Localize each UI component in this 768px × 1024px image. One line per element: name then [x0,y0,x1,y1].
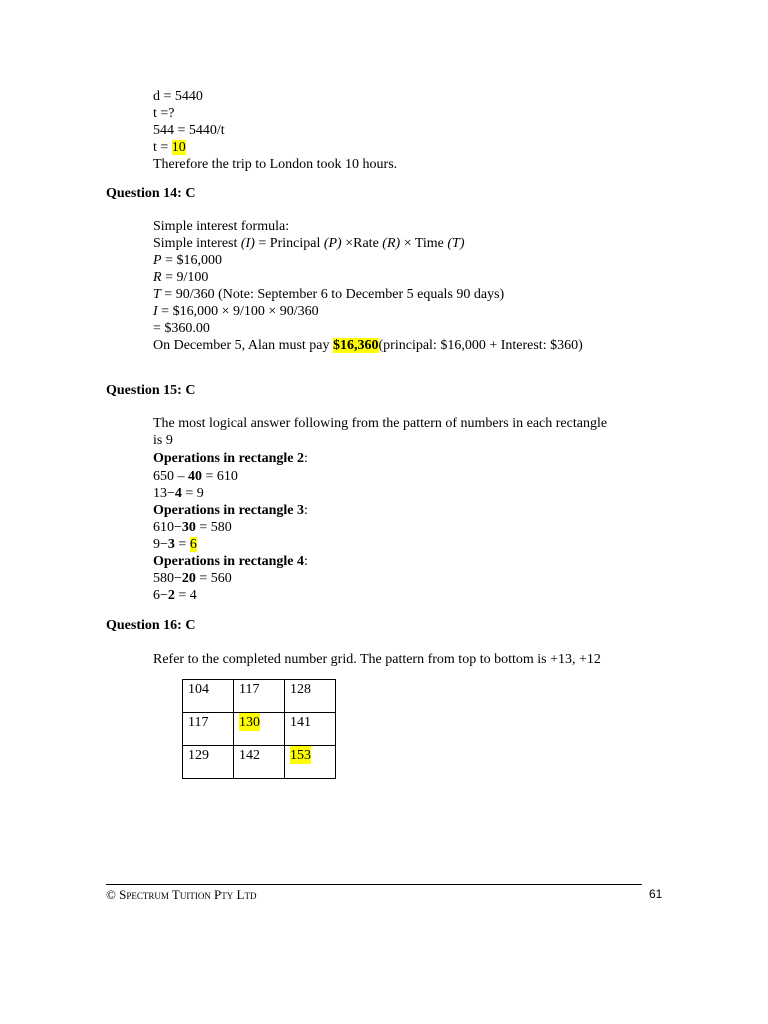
grid-row [183,680,336,713]
q14-formula-part: = Principal [254,236,324,251]
q15-op-part: = 4 [174,588,197,603]
q14-line-answer [153,337,583,354]
q14-value: = $16,000 × 9/100 × 90/360 [157,304,319,319]
grid-cell-highlighted-value: 130 [239,715,260,730]
q14-line-time [153,286,504,303]
q15-answer-highlight: 6 [189,537,197,552]
q15-op-bold: 40 [188,469,202,484]
q13-result-prefix: t = [153,140,172,155]
grid-cell-value: 128 [290,682,311,697]
grid-cell [183,713,234,746]
q15-op-part: = 580 [195,520,232,535]
q14-formula-var-t: (T) [447,236,465,251]
q15-colon: : [304,503,308,518]
page-number: 61 [649,887,663,901]
q14-value: = 9/100 [161,270,209,285]
q15-rect3-line1 [153,519,232,536]
q13-result-highlight: 10 [171,140,186,155]
q14-answer-suffix: (principal: $16,000 + Interest: $360) [378,338,583,353]
q14-value: = $16,000 [161,253,222,268]
q15-rect4-line1 [153,570,232,587]
q16-line-intro: Refer to the completed number grid. The pattern from top to bottom is +13, +12 [153,652,601,667]
q14-formula-var-i: (I) [240,236,255,251]
q14-var: P [153,253,162,268]
q14-formula-part: × Time [400,236,448,251]
grid-cell-value: 104 [188,682,209,697]
q15-op-part: 9− [153,537,168,552]
q14-var: T [153,287,161,302]
grid-cell [183,680,234,713]
q15-op-bold: 20 [181,571,196,586]
q13-line-time-unknown: t =? [153,106,175,121]
q13-line-equation: 544 = 5440/t [153,123,225,138]
q14-formula-part: ×Rate [341,236,383,251]
q15-op-part: = 9 [181,486,204,501]
grid-cell-value: 117 [188,715,209,730]
q15-line-intro: The most logical answer following from the pattern of numbers in each rectangle [153,416,608,431]
grid-row [183,746,336,779]
q15-op-bold: 30 [181,520,196,535]
q15-op-bold: 3 [167,537,175,552]
q15-rect3-heading-text: Operations in rectangle 3 [153,503,305,518]
grid-cell-value: 142 [239,748,260,763]
number-grid [182,679,336,779]
q14-line-interest-result: = $360.00 [153,321,210,336]
q15-colon: : [304,554,308,569]
q14-line-principal [153,252,222,269]
q15-rect4-heading-text: Operations in rectangle 4 [153,554,305,569]
grid-cell [285,680,336,713]
q14-answer-prefix: On December 5, Alan must pay [153,338,334,353]
grid-cell [234,680,285,713]
q15-rect2-heading-text: Operations in rectangle 2 [153,451,305,466]
q15-rect2-heading [153,450,308,467]
grid-cell-value: 129 [188,748,209,763]
q14-line-formula-title: Simple interest formula: [153,219,290,234]
grid-cell [234,746,285,779]
q15-op-part: = 560 [195,571,232,586]
q15-op-bold: 2 [167,588,175,603]
q15-heading: Question 15: C [106,383,196,398]
q14-formula-var-p: (P) [323,236,342,251]
q14-line-formula [153,235,465,252]
q14-value: = 90/360 (Note: September 6 to December 5 equals 90 days) [160,287,505,302]
q15-rect2-line1 [153,468,238,485]
q15-op-part: = [174,537,190,552]
q15-rect4-heading [153,553,308,570]
q15-op-bold: 4 [174,486,182,501]
grid-cell-value: 117 [239,682,260,697]
q14-var: R [153,270,162,285]
q16-heading: Question 16: C [106,618,196,633]
q13-line-distance: d = 5440 [153,89,203,104]
q14-line-rate [153,269,208,286]
q15-rect2-line2 [153,485,204,502]
grid-cell-value: 141 [290,715,311,730]
q15-op-part: 580− [153,571,182,586]
q13-line-conclusion: Therefore the trip to London took 10 hours. [153,157,398,172]
footer-copyright: © Spectrum Tuition Pty Ltd [106,887,257,902]
q14-var: I [153,304,158,319]
q15-op-part: 610− [153,520,182,535]
q14-formula-var-r: (R) [382,236,401,251]
q14-answer-highlight: $16,360 [333,338,379,353]
q15-op-part: 13− [153,486,175,501]
grid-cell-highlighted-value: 153 [290,748,311,763]
grid-cell [183,746,234,779]
q15-op-part: 6− [153,588,168,603]
grid-cell [234,713,285,746]
q15-colon: : [304,451,308,466]
grid-cell [285,746,336,779]
q13-line-result [153,139,186,156]
grid-row [183,713,336,746]
footer-divider [106,884,642,885]
grid-cell [285,713,336,746]
q15-rect3-line2 [153,536,197,553]
q15-op-part: 650 – [153,469,188,484]
q14-line-interest [153,303,319,320]
q14-formula-part: Simple interest [153,236,241,251]
q14-heading: Question 14: C [106,186,196,201]
q15-rect3-heading [153,502,308,519]
q15-rect4-line2 [153,587,197,604]
q15-line-intro-cont: is 9 [153,433,173,448]
q15-op-part: = 610 [202,469,238,484]
